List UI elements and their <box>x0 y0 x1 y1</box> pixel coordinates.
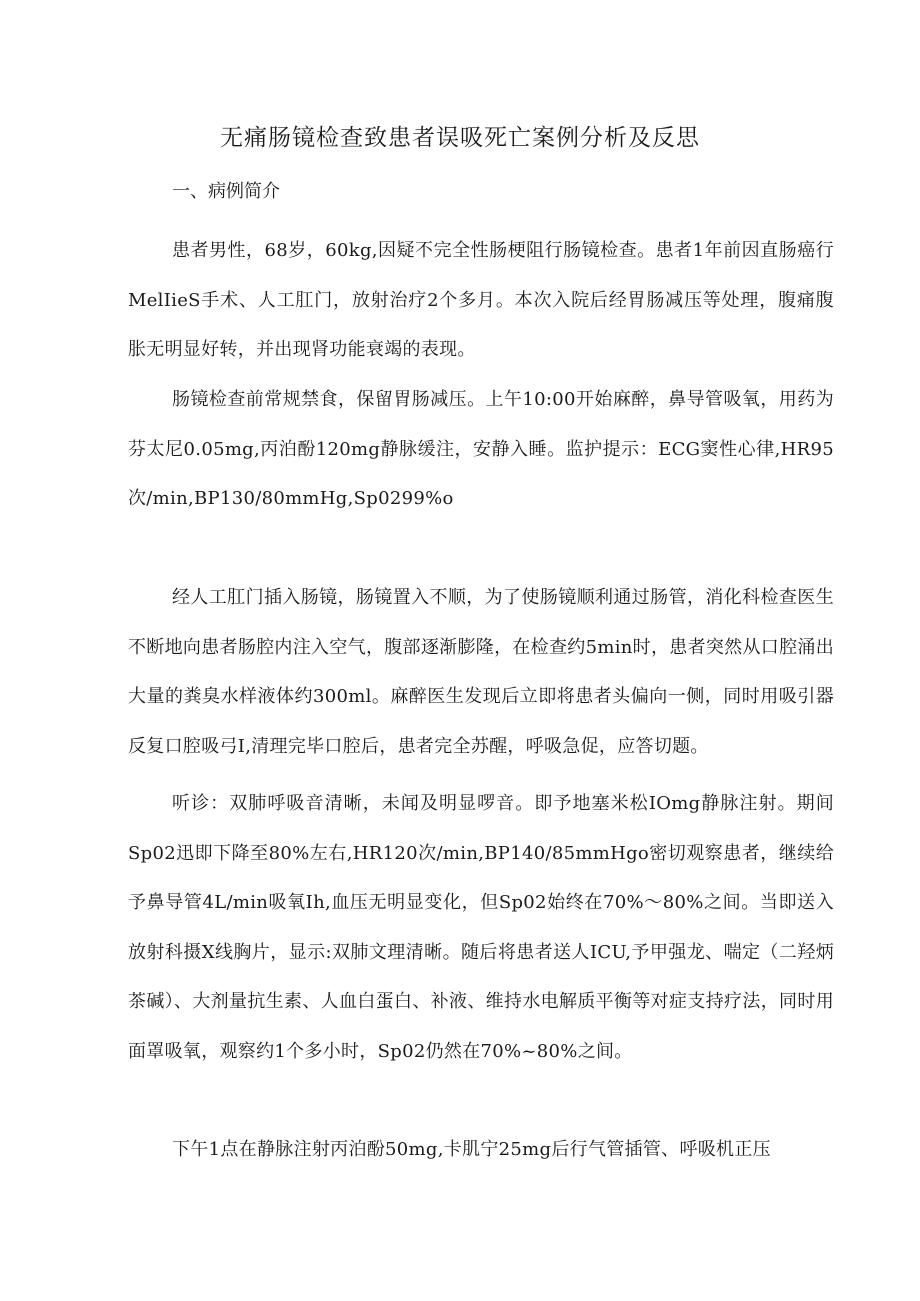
paragraph-case-history: 患者男性，68岁，60kg,因疑不完全性肠梗阻行肠镜检查。患者1年前因直肠癌行MelIieS手术、人工肛门，放射治疗2个多月。本次入院后经胃肠减压等处理，腹痛腹胀无明显好转，并出现肾功能衰竭的表现。 <box>128 240 834 360</box>
paragraph-aspiration-event: 经人工肛门插入肠镜，肠镜置入不顺，为了使肠镜顺利通过肠管，消化科检查医生不断地向患者肠腔内注入空气，腹部逐渐膨隆，在检查约5min时，患者突然从口腔涌出大量的粪臭水样液体约300ml。麻醉医生发现后立即将患者头偏向一侧，同时用吸引器反复口腔吸弓I,清理完毕口腔后，患者完全苏醒，呼吸急促，应答切题。 <box>128 587 834 757</box>
document-title: 无痛肠镜检查致患者误吸死亡案例分析及反思 <box>220 125 700 151</box>
paragraph-anesthesia: 肠镜检查前常规禁食，保留胃肠减压。上午10:00开始麻醉，鼻导管吸氧，用药为芬太尼0.05mg,丙泊酚120mg静脉缓注，安静入睡。监护提示：ECG窦性心律,HR95次/min,BP130/80mmHg,Sp0299%o <box>128 389 834 509</box>
paragraph-intubation: 下午1点在静脉注射丙泊酚50mg,卡肌宁25mg后行气管插管、呼吸机正压 <box>172 1139 771 1160</box>
section-heading: 一、病例简介 <box>172 181 280 202</box>
paragraph-treatment: 听诊：双肺呼吸音清晰，未闻及明显啰音。即予地塞米松IOmg静脉注射。期间Sp02迅即下降至80%左右,HR120次/min,BP140/85mmHgo密切观察患者，继续给予鼻导管4L/min吸氧Ih,血压无明显变化，但Sp02始终在70%～80%之间。当即送入放射科摄X线胸片，显示:双肺文理清晰。随后将患者送人ICU,予甲强龙、喘定（二羟炳茶碱）、大剂量抗生素、人血白蛋白、补液、维持水电解质平衡等对症支持疗法，同时用面罩吸氧，观察约1个多小时，Sp02仍然在70%~80%之间。 <box>128 793 834 1062</box>
